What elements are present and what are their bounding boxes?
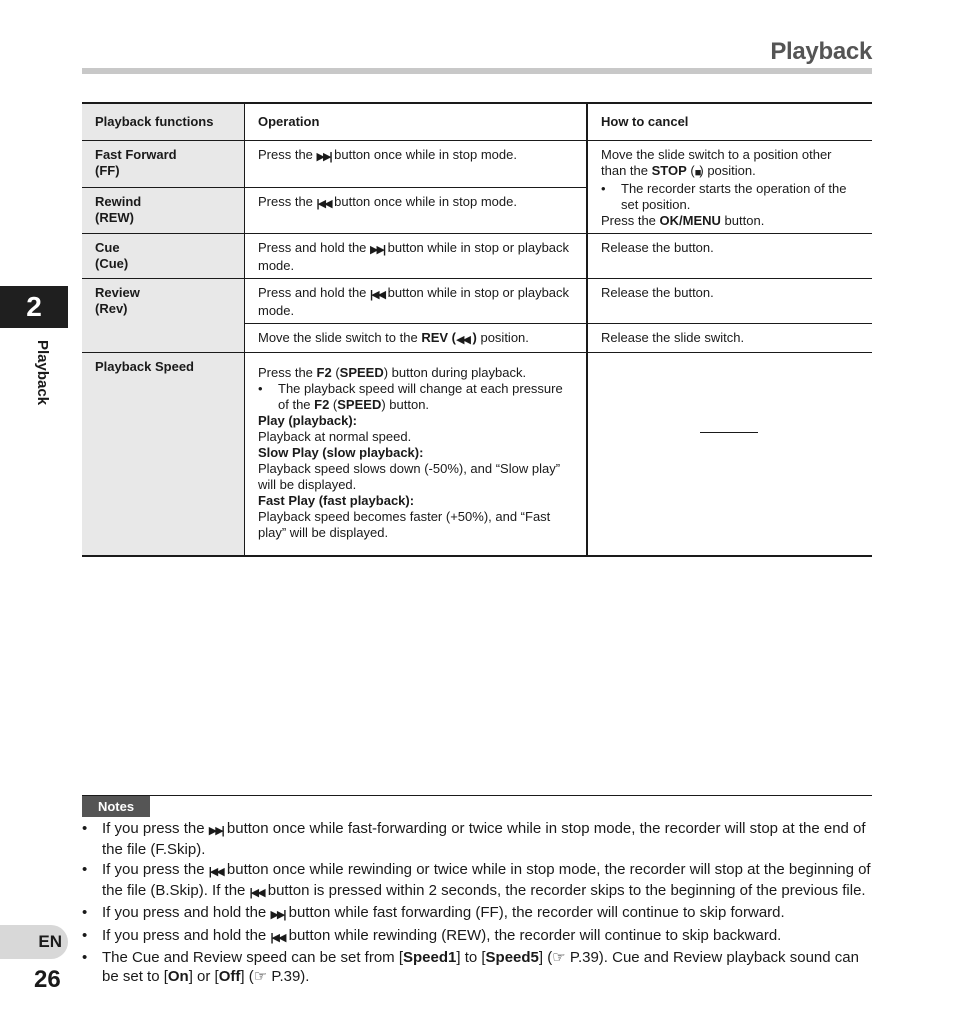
op-rew: Press the |◀◀ button once while in stop mode. bbox=[245, 187, 588, 234]
header-operation: Operation bbox=[245, 103, 588, 141]
not-applicable-dash bbox=[700, 432, 758, 433]
notes-list bbox=[82, 820, 872, 988]
func-rew: Rewind (REW) bbox=[82, 187, 245, 234]
list-item: • If you press the ▶▶| button once while fast-forwarding or twice while in stop mode, the recorder will stop at the end of the file (F.Skip). bbox=[82, 820, 866, 858]
page-number: 26 bbox=[34, 966, 61, 993]
func-cue: Cue (Cue) bbox=[82, 234, 245, 279]
header-rule bbox=[82, 68, 872, 74]
cancel-rev-switch: Release the slide switch. bbox=[587, 324, 872, 353]
list-item: • If you press and hold the |◀◀ button while rewinding (REW), the recorder will continue to skip backward. bbox=[82, 927, 872, 948]
page-title: Playback bbox=[770, 38, 872, 65]
func-speed: Playback Speed bbox=[82, 353, 245, 557]
op-rev-switch: Move the slide switch to the REV (◀◀ ) position. bbox=[245, 324, 588, 353]
header-functions: Playback functions bbox=[82, 103, 245, 141]
list-item: • If you press the |◀◀ button once while rewinding or twice while in stop mode, the recorder will stop at the beginning of the file (B.Skip). If the |◀◀ button is pressed within 2 seconds, the recorder skips to the beginning of the previous file. bbox=[82, 861, 872, 902]
table-header-row bbox=[82, 103, 872, 141]
chapter-tab: 2 bbox=[0, 286, 68, 328]
op-ff: Press the ▶▶| button once while in stop mode. bbox=[245, 141, 588, 188]
rewind-icon: |◀◀ bbox=[270, 931, 285, 944]
list-item: • If you press and hold the ▶▶| button while fast forwarding (FF), the recorder will continue to skip forward. bbox=[82, 904, 872, 925]
playback-functions-table bbox=[82, 102, 872, 557]
language-tab: EN bbox=[0, 925, 68, 959]
stop-icon: ■ bbox=[694, 167, 700, 179]
func-rev: Review (Rev) bbox=[82, 279, 245, 353]
rewind-icon: |◀◀ bbox=[370, 289, 385, 301]
fast-forward-icon: ▶▶| bbox=[370, 244, 385, 256]
table-row bbox=[82, 353, 872, 557]
rewind-icon: |◀◀ bbox=[249, 886, 264, 899]
cancel-rev: Release the button. bbox=[587, 279, 872, 324]
rewind-icon: |◀◀ bbox=[208, 866, 223, 878]
cancel-cue: Release the button. bbox=[587, 234, 872, 279]
fast-forward-icon: ▶▶| bbox=[316, 151, 331, 163]
op-cue: Press and hold the ▶▶| button while in stop or playback mode. bbox=[245, 234, 588, 279]
table-row bbox=[82, 279, 872, 324]
rewind-double-icon: ◀◀ bbox=[455, 334, 469, 346]
reference-icon: ☞ bbox=[253, 967, 268, 985]
fast-forward-icon: ▶▶| bbox=[270, 909, 285, 921]
rewind-icon: |◀◀ bbox=[316, 197, 331, 210]
table-row bbox=[82, 141, 872, 188]
table-row bbox=[82, 234, 872, 279]
cancel-speed bbox=[587, 353, 872, 557]
header-cancel: How to cancel bbox=[587, 103, 872, 141]
chapter-label: Playback bbox=[34, 340, 51, 406]
cancel-ff-rew: Move the slide switch to a position other than the STOP (■) position. • The recorder starts the operation of the set position. Press the OK/MENU button. bbox=[587, 141, 872, 234]
op-speed: Press the F2 (SPEED) button during playback. • The playback speed will change at each pressure of the F2 (SPEED) button. Play (playback): Playback at normal speed. Slow Play (slow playback): Playback speed slows down (-50%), and “Slow play” will be displayed. Fast Play (fast playback): Playback speed becomes faster (+50%), and “Fast play” will be displayed. bbox=[245, 353, 588, 557]
notes-rule bbox=[82, 795, 872, 796]
reference-icon: ☞ bbox=[552, 949, 566, 966]
notes-label: Notes bbox=[82, 796, 150, 817]
op-rev: Press and hold the |◀◀ button while in stop or playback mode. bbox=[245, 279, 588, 324]
list-item: • The Cue and Review speed can be set from [Speed1] to [Speed5] (☞ P.39). Cue and Review playback sound can be set to [On] or [Off] (☞ P.39). bbox=[82, 949, 859, 985]
fast-forward-icon: ▶▶| bbox=[208, 825, 223, 837]
func-ff: Fast Forward (FF) bbox=[82, 141, 245, 188]
